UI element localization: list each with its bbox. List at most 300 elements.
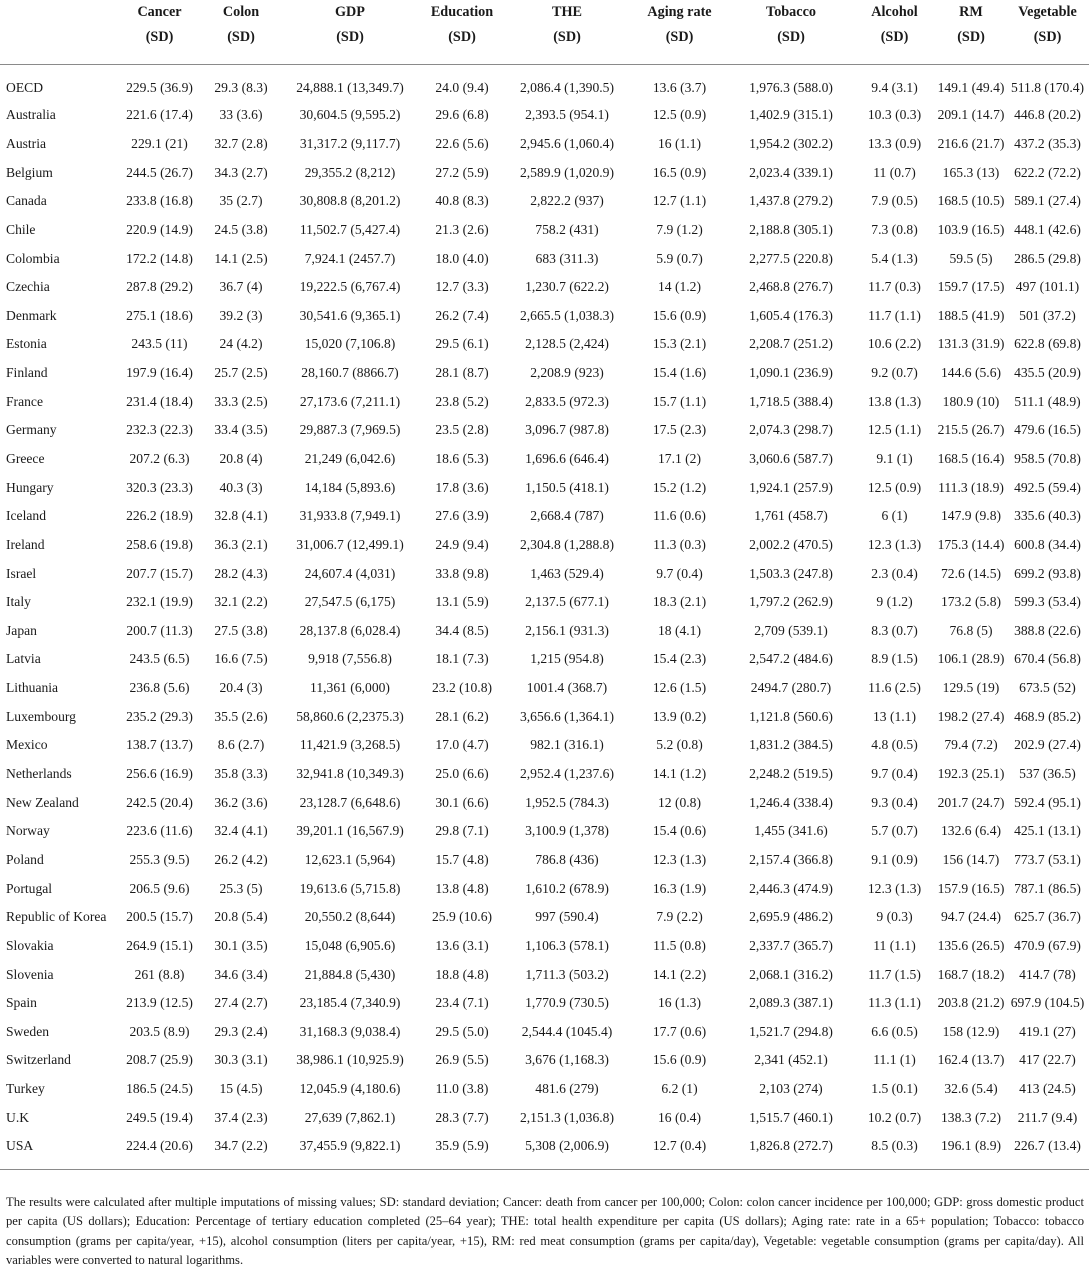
value-cell: 30,541.6 (9,365.1) <box>299 307 401 323</box>
value-cell: 15 (4.5) <box>219 1081 263 1097</box>
value-cell: 39.2 (3) <box>219 307 263 323</box>
value-cell: 21.3 (2.6) <box>435 221 489 237</box>
value-cell: 12.3 (1.3) <box>867 880 922 896</box>
value-cell: 15,048 (6,905.6) <box>304 937 396 953</box>
table-row <box>0 817 1089 846</box>
country-cell: Netherlands <box>6 766 72 782</box>
table-row <box>0 674 1089 703</box>
value-cell: 625.7 (36.7) <box>1014 909 1081 925</box>
value-cell: 16 (1.1) <box>657 135 702 151</box>
value-cell: 200.7 (11.3) <box>126 622 193 638</box>
value-cell: 30,604.5 (9,595.2) <box>299 107 401 123</box>
value-cell: 15.4 (1.6) <box>652 365 707 381</box>
column-header <box>504 0 630 65</box>
value-cell: 24,888.1 (13,349.7) <box>296 80 404 95</box>
value-cell: 511.1 (48.9) <box>1014 393 1081 409</box>
country-cell: Turkey <box>6 1081 45 1097</box>
table-row <box>0 788 1089 817</box>
country-cell: Switzerland <box>6 1052 71 1068</box>
value-cell: 221.6 (17.4) <box>126 107 193 123</box>
table-row <box>0 932 1089 961</box>
value-cell: 15.3 (2.1) <box>652 336 707 352</box>
table-row <box>0 559 1089 588</box>
value-cell: 2494.7 (280.7) <box>750 680 832 696</box>
value-cell: 13.6 (3.7) <box>652 80 707 95</box>
column-name: Aging rate <box>647 4 712 20</box>
value-cell: 36.7 (4) <box>219 279 263 295</box>
column-header <box>202 0 280 65</box>
column-header <box>1006 0 1089 65</box>
table-row <box>0 531 1089 560</box>
value-cell: 2,074.3 (298.7) <box>749 422 833 438</box>
value-cell: 111.3 (18.9) <box>938 479 1004 495</box>
value-cell: 29.6 (6.8) <box>435 107 489 123</box>
value-cell: 242.5 (20.4) <box>126 794 193 810</box>
value-cell: 30.3 (3.1) <box>214 1052 268 1068</box>
value-cell: 11.3 (1.1) <box>868 995 921 1011</box>
value-cell: 11,421.9 (3,268.5) <box>299 737 401 753</box>
value-cell: 9,918 (7,556.8) <box>308 651 392 667</box>
value-cell: 5.7 (0.7) <box>871 823 918 839</box>
value-cell: 479.6 (16.5) <box>1014 422 1081 438</box>
value-cell: 28,137.8 (6,028.4) <box>299 622 401 638</box>
value-cell: 287.8 (29.2) <box>126 279 193 295</box>
value-cell: 18.8 (4.8) <box>435 966 489 982</box>
country-cell: Belgium <box>6 164 53 180</box>
value-cell: 15.7 (4.8) <box>435 851 489 867</box>
value-cell: 1001.4 (368.7) <box>526 680 608 696</box>
table-row <box>0 1132 1089 1165</box>
value-cell: 168.5 (16.4) <box>937 451 1005 466</box>
value-cell: 20.4 (3) <box>219 680 263 696</box>
value-cell: 1,954.2 (302.2) <box>749 135 833 151</box>
table-row <box>0 473 1089 502</box>
country-cell: New Zealand <box>6 794 79 810</box>
value-cell: 12.3 (1.3) <box>867 536 922 552</box>
value-cell: 28.1 (6.2) <box>435 708 489 724</box>
value-cell: 9.7 (0.4) <box>871 766 918 782</box>
value-cell: 3,656.6 (1,364.1) <box>519 708 614 724</box>
value-cell: 207.7 (15.7) <box>126 565 193 581</box>
value-cell: 13.6 (3.1) <box>435 937 489 953</box>
column-sd-label: (SD) <box>957 29 985 45</box>
value-cell: 481.6 (279) <box>535 1081 599 1097</box>
value-cell: 13.1 (5.9) <box>435 594 489 610</box>
value-cell: 229.5 (36.9) <box>126 80 193 95</box>
value-cell: 232.3 (22.3) <box>126 422 193 438</box>
value-cell: 3,676 (1,168.3) <box>525 1052 609 1068</box>
column-sd-label: (SD) <box>145 29 174 45</box>
table-row <box>0 645 1089 674</box>
value-cell: 773.7 (53.1) <box>1014 851 1081 867</box>
value-cell: 24.0 (9.4) <box>435 80 489 95</box>
country-cell: Portugal <box>6 880 53 896</box>
value-cell: 188.5 (41.9) <box>937 307 1005 323</box>
value-cell: 12.7 (3.3) <box>435 279 489 295</box>
table-row <box>0 330 1089 359</box>
value-cell: 258.6 (19.8) <box>126 536 193 552</box>
value-cell: 2,304.8 (1,288.8) <box>519 536 614 552</box>
country-cell: Japan <box>6 622 37 638</box>
value-cell: 10.6 (2.2) <box>867 336 922 352</box>
value-cell: 229.1 (21) <box>131 135 188 151</box>
table-footnote: The results were calculated after multiple imputations of missing values; SD: standard deviation; Cancer: death from cancer per 100,000; Colon: colon cancer incidence per 100,000; GDP: gross domestic product per capita (US dollars); Education: Percentage of tertiary education completed (25–64 year); THE: total health expenditure per capita (US dollars); Aging rate: rate in a 65+ population; Tobacco: tobacco consumption (grams per capita/year, +15), alcohol consumption (liters per capita/year, +15), RM: red meat consumption (grams per capita/day), Vegetable: vegetable consumption (grams per capita/day). All variables were converted to natural logarithms. <box>6 1194 1084 1268</box>
value-cell: 9 (0.3) <box>876 909 913 925</box>
value-cell: 19,222.5 (6,767.4) <box>299 279 401 295</box>
value-cell: 255.3 (9.5) <box>129 851 190 867</box>
value-cell: 15.7 (1.1) <box>652 393 707 409</box>
value-cell: 1,515.7 (460.1) <box>749 1109 833 1125</box>
country-cell: Finland <box>6 365 48 381</box>
value-cell: 2,089.3 (387.1) <box>749 995 833 1011</box>
value-cell: 2,393.5 (954.1) <box>525 107 609 123</box>
value-cell: 165.3 (13) <box>942 164 1000 180</box>
value-cell: 157.9 (16.5) <box>937 880 1005 896</box>
value-cell: 699.2 (93.8) <box>1014 565 1081 581</box>
value-cell: 37.4 (2.3) <box>214 1109 268 1125</box>
value-cell: 30.1 (6.6) <box>435 794 489 810</box>
value-cell: 197.9 (16.4) <box>126 365 193 381</box>
value-cell: 1,402.9 (315.1) <box>749 107 833 123</box>
value-cell: 7,924.1 (2457.7) <box>304 250 396 266</box>
table-row <box>0 216 1089 245</box>
value-cell: 35 (2.7) <box>219 193 263 209</box>
value-cell: 25.3 (5) <box>219 880 263 896</box>
value-cell: 32.1 (2.2) <box>214 594 268 610</box>
value-cell: 37,455.9 (9,822.1) <box>299 1138 401 1154</box>
value-cell: 203.5 (8.9) <box>129 1023 190 1039</box>
value-cell: 417 (22.7) <box>1019 1052 1076 1068</box>
value-cell: 27.6 (3.9) <box>435 508 489 524</box>
value-cell: 94.7 (24.4) <box>940 909 1002 925</box>
value-cell: 19,613.6 (5,715.8) <box>299 880 401 896</box>
value-cell: 2,446.3 (474.9) <box>749 880 833 896</box>
value-cell: 21,884.8 (5,430) <box>304 966 396 982</box>
column-name: Cancer <box>137 4 182 20</box>
value-cell: 72.6 (14.5) <box>940 565 1002 581</box>
country-cell: Slovenia <box>6 966 54 982</box>
value-cell: 1,711.3 (503.2) <box>525 966 609 982</box>
country-cell: OECD <box>6 80 44 95</box>
value-cell: 25.7 (2.5) <box>214 365 268 381</box>
value-cell: 1,952.5 (784.3) <box>525 794 609 810</box>
value-cell: 15,020 (7,106.8) <box>304 336 396 352</box>
value-cell: 215.5 (26.7) <box>937 422 1005 438</box>
value-cell: 103.9 (16.5) <box>937 221 1005 237</box>
value-cell: 261 (8.8) <box>134 966 185 982</box>
country-cell: Latvia <box>6 651 41 667</box>
value-cell: 17.7 (0.6) <box>652 1023 707 1039</box>
value-cell: 201.7 (24.7) <box>937 794 1005 810</box>
value-cell: 175.3 (14.4) <box>937 536 1005 552</box>
value-cell: 497 (101.1) <box>1015 279 1080 295</box>
value-cell: 468.9 (85.2) <box>1014 708 1081 724</box>
value-cell: 8.6 (2.7) <box>217 737 265 753</box>
table-row <box>0 989 1089 1018</box>
column-name: Education <box>430 4 494 20</box>
value-cell: 14 (1.2) <box>657 279 702 295</box>
value-cell: 16.3 (1.9) <box>652 880 707 896</box>
value-cell: 12.5 (0.9) <box>652 107 707 123</box>
value-cell: 28.2 (4.3) <box>214 565 268 581</box>
value-cell: 5,308 (2,006.9) <box>525 1138 609 1154</box>
value-cell: 138.3 (7.2) <box>940 1109 1002 1125</box>
value-cell: 1,826.8 (272.7) <box>749 1138 833 1154</box>
column-sd-label: (SD) <box>448 29 476 45</box>
value-cell: 14.1 (1.2) <box>652 766 707 782</box>
country-cell: USA <box>6 1138 34 1154</box>
country-cell: Israel <box>6 565 37 581</box>
value-cell: 1,463 (529.4) <box>530 565 604 581</box>
value-cell: 106.1 (28.9) <box>937 651 1005 667</box>
column-name: RM <box>959 4 983 20</box>
value-cell: 12,045.9 (4,180.6) <box>299 1081 401 1097</box>
value-cell: 9.1 (1) <box>876 451 913 466</box>
table-row <box>0 903 1089 932</box>
value-cell: 22.6 (5.6) <box>435 135 489 151</box>
value-cell: 12.7 (0.4) <box>652 1138 707 1154</box>
country-cell: Republic of Korea <box>6 909 107 925</box>
value-cell: 6.6 (0.5) <box>871 1023 918 1039</box>
value-cell: 9.1 (0.9) <box>871 851 918 867</box>
table-row <box>0 244 1089 273</box>
value-cell: 1,121.8 (560.6) <box>749 708 833 724</box>
value-cell: 335.6 (40.3) <box>1014 508 1081 524</box>
country-cell: Spain <box>6 995 37 1011</box>
value-cell: 16.5 (0.9) <box>652 164 707 180</box>
value-cell: 23.2 (10.8) <box>431 680 493 696</box>
value-cell: 589.1 (27.4) <box>1014 193 1081 209</box>
table-row <box>0 387 1089 416</box>
value-cell: 186.5 (24.5) <box>126 1081 193 1097</box>
value-cell: 59.5 (5) <box>949 250 993 266</box>
table-row <box>0 1046 1089 1075</box>
value-cell: 1,090.1 (236.9) <box>749 365 833 381</box>
value-cell: 24 (4.2) <box>219 336 263 352</box>
column-name: Vegetable <box>1018 4 1077 20</box>
column-header <box>630 0 729 65</box>
value-cell: 30.1 (3.5) <box>214 937 268 953</box>
value-cell: 33.4 (3.5) <box>214 422 268 438</box>
value-cell: 2,277.5 (220.8) <box>749 250 833 266</box>
value-cell: 26.2 (4.2) <box>214 851 268 867</box>
header-row <box>0 0 1089 65</box>
value-cell: 16.6 (7.5) <box>214 651 268 667</box>
value-cell: 16 (1.3) <box>657 995 702 1011</box>
value-cell: 1,455 (341.6) <box>754 823 828 839</box>
value-cell: 18.6 (5.3) <box>435 451 489 466</box>
value-cell: 31,006.7 (12,499.1) <box>296 536 404 552</box>
value-cell: 1,437.8 (279.2) <box>749 193 833 209</box>
value-cell: 511.8 (170.4) <box>1010 80 1085 95</box>
value-cell: 622.8 (69.8) <box>1014 336 1081 352</box>
value-cell: 1,770.9 (730.5) <box>525 995 609 1011</box>
value-cell: 537 (36.5) <box>1019 766 1076 782</box>
value-cell: 207.2 (6.3) <box>129 451 190 466</box>
value-cell: 203.8 (21.2) <box>937 995 1005 1011</box>
value-cell: 2,188.8 (305.1) <box>749 221 833 237</box>
value-cell: 256.6 (16.9) <box>126 766 193 782</box>
value-cell: 29,355.2 (8,212) <box>304 164 396 180</box>
value-cell: 17.1 (2) <box>657 451 702 466</box>
country-cell: Norway <box>6 823 50 839</box>
value-cell: 32.8 (4.1) <box>214 508 268 524</box>
value-cell: 223.6 (11.6) <box>126 823 193 839</box>
table-body <box>0 65 1089 1165</box>
value-cell: 32.4 (4.1) <box>214 823 268 839</box>
value-cell: 34.4 (8.5) <box>435 622 489 638</box>
value-cell: 2,695.9 (486.2) <box>749 909 833 925</box>
value-cell: 2,128.5 (2,424) <box>525 336 609 352</box>
value-cell: 670.4 (56.8) <box>1014 651 1081 667</box>
value-cell: 982.1 (316.1) <box>530 737 604 753</box>
value-cell: 13.3 (0.9) <box>867 135 922 151</box>
value-cell: 135.6 (26.5) <box>937 937 1005 953</box>
country-cell: Mexico <box>6 737 48 753</box>
table-row <box>0 1103 1089 1132</box>
value-cell: 2,151.3 (1,036.8) <box>519 1109 614 1125</box>
value-cell: 320.3 (23.3) <box>126 479 193 495</box>
value-cell: 29.3 (8.3) <box>214 80 268 95</box>
country-cell: Germany <box>6 422 57 438</box>
value-cell: 236.8 (5.6) <box>129 680 190 696</box>
value-cell: 24.5 (3.8) <box>214 221 268 237</box>
value-cell: 9 (1.2) <box>876 594 913 610</box>
value-cell: 15.4 (0.6) <box>652 823 707 839</box>
value-cell: 1,521.7 (294.8) <box>749 1023 833 1039</box>
value-cell: 787.1 (86.5) <box>1014 880 1081 896</box>
value-cell: 34.7 (2.2) <box>214 1138 268 1154</box>
column-sd-label: (SD) <box>227 29 255 45</box>
value-cell: 3,060.6 (587.7) <box>749 451 833 466</box>
value-cell: 15.6 (0.9) <box>652 307 707 323</box>
value-cell: 40.3 (3) <box>219 479 263 495</box>
value-cell: 158 (12.9) <box>942 1023 1000 1039</box>
value-cell: 29.8 (7.1) <box>435 823 489 839</box>
country-cell: Denmark <box>6 307 57 323</box>
value-cell: 23,128.7 (6,648.6) <box>299 794 401 810</box>
value-cell: 12.5 (0.9) <box>867 479 922 495</box>
value-cell: 224.4 (20.6) <box>126 1138 193 1154</box>
value-cell: 20,550.2 (8,644) <box>304 909 396 925</box>
value-cell: 156 (14.7) <box>942 851 1000 867</box>
value-cell: 18.0 (4.0) <box>435 250 489 266</box>
table-row <box>0 588 1089 617</box>
value-cell: 622.2 (72.2) <box>1014 164 1081 180</box>
value-cell: 7.9 (2.2) <box>656 909 703 925</box>
value-cell: 20.8 (4) <box>219 451 263 466</box>
value-cell: 12.7 (1.1) <box>652 193 707 209</box>
value-cell: 147.9 (9.8) <box>940 508 1002 524</box>
value-cell: 17.0 (4.7) <box>435 737 489 753</box>
value-cell: 11 (0.7) <box>873 164 916 180</box>
column-name: GDP <box>335 4 365 20</box>
value-cell: 23.4 (7.1) <box>435 995 489 1011</box>
value-cell: 26.2 (7.4) <box>435 307 489 323</box>
value-cell: 206.5 (9.6) <box>129 880 190 896</box>
value-cell: 1,106.3 (578.1) <box>525 937 609 953</box>
value-cell: 13.9 (0.2) <box>652 708 707 724</box>
value-cell: 138.7 (13.7) <box>126 737 193 753</box>
value-cell: 209.1 (14.7) <box>937 107 1005 123</box>
value-cell: 35.5 (2.6) <box>214 708 268 724</box>
value-cell: 7.9 (1.2) <box>656 221 703 237</box>
value-cell: 18.3 (2.1) <box>652 594 707 610</box>
value-cell: 243.5 (6.5) <box>129 651 190 667</box>
table-row <box>0 187 1089 216</box>
country-cell: U.K <box>6 1109 30 1125</box>
country-cell: Colombia <box>6 250 60 266</box>
value-cell: 3,100.9 (1,378) <box>525 823 609 839</box>
table-row <box>0 445 1089 474</box>
country-cell: Estonia <box>6 336 47 352</box>
value-cell: 4.8 (0.5) <box>871 737 918 753</box>
value-cell: 14.1 (2.2) <box>652 966 707 982</box>
column-name: Alcohol <box>871 4 918 20</box>
value-cell: 2,665.5 (1,038.3) <box>519 307 614 323</box>
value-cell: 173.2 (5.8) <box>940 594 1002 610</box>
value-cell: 2,547.2 (484.6) <box>749 651 833 667</box>
value-cell: 13 (1.1) <box>872 708 917 724</box>
value-cell: 144.6 (5.6) <box>940 365 1002 381</box>
country-cell: Sweden <box>6 1023 50 1039</box>
column-name: Colon <box>222 4 260 20</box>
value-cell: 31,317.2 (9,117.7) <box>299 135 401 151</box>
value-cell: 27.5 (3.8) <box>214 622 268 638</box>
value-cell: 11 (1.1) <box>873 937 916 953</box>
country-cell: Ireland <box>6 536 45 552</box>
value-cell: 8.3 (0.7) <box>871 622 918 638</box>
value-cell: 79.4 (7.2) <box>944 737 998 753</box>
value-cell: 180.9 (10) <box>942 393 1000 409</box>
table-row <box>0 874 1089 903</box>
table-row <box>0 273 1089 302</box>
value-cell: 216.6 (21.7) <box>937 135 1005 151</box>
value-cell: 226.2 (18.9) <box>126 508 193 524</box>
value-cell: 249.5 (19.4) <box>126 1109 193 1125</box>
value-cell: 36.3 (2.1) <box>214 536 268 552</box>
value-cell: 1,150.5 (418.1) <box>525 479 609 495</box>
table-row <box>0 1018 1089 1047</box>
value-cell: 33 (3.6) <box>219 107 263 123</box>
value-cell: 202.9 (27.4) <box>1014 737 1081 753</box>
table-row <box>0 359 1089 388</box>
value-cell: 192.3 (25.1) <box>937 766 1005 782</box>
value-cell: 786.8 (436) <box>535 851 599 867</box>
value-cell: 2,589.9 (1,020.9) <box>519 164 614 180</box>
value-cell: 231.4 (18.4) <box>126 393 193 409</box>
value-cell: 12.5 (1.1) <box>867 422 922 438</box>
table-row <box>0 101 1089 130</box>
value-cell: 5.2 (0.8) <box>656 737 703 753</box>
value-cell: 34.6 (3.4) <box>214 966 268 982</box>
value-cell: 15.2 (1.2) <box>652 479 707 495</box>
column-header <box>853 0 936 65</box>
value-cell: 492.5 (59.4) <box>1014 479 1081 495</box>
value-cell: 501 (37.2) <box>1019 307 1076 323</box>
table-row <box>0 158 1089 187</box>
column-header <box>936 0 1006 65</box>
value-cell: 34.3 (2.7) <box>214 164 268 180</box>
value-cell: 2,945.6 (1,060.4) <box>519 135 614 151</box>
value-cell: 35.9 (5.9) <box>435 1138 489 1154</box>
value-cell: 414.7 (78) <box>1019 966 1076 982</box>
value-cell: 2.3 (0.4) <box>871 565 918 581</box>
value-cell: 11.5 (0.8) <box>653 937 706 953</box>
value-cell: 38,986.1 (10,925.9) <box>296 1052 404 1068</box>
value-cell: 159.7 (17.5) <box>937 279 1005 295</box>
value-cell: 23.8 (5.2) <box>435 393 489 409</box>
